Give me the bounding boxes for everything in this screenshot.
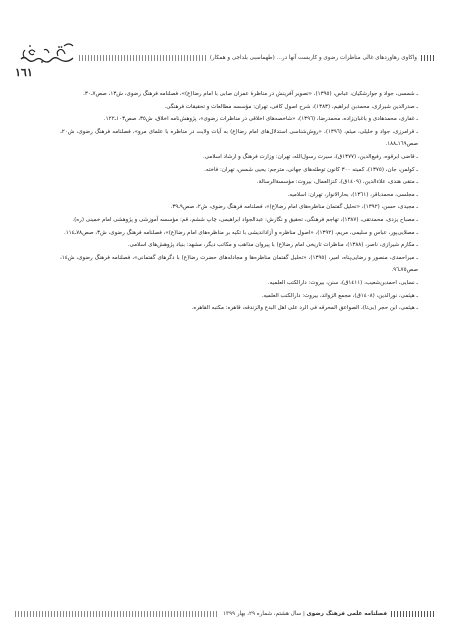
reference-item: ـ شمسی، جواد و جوارشکیان، عباس، (١٣٩٥)، «تصویر آفرینش در مناظرۀ عمران صابی با امام رضا(ع)»، فصلنامه فرهنگ رضوی، ش١٣، صص٧ـ٣٠. xyxy=(83,91,418,97)
page-header xyxy=(15,40,435,68)
reference-item: ـ مکارم شیرازی، ناصر، (١٣٨٨)، مناظرات تاریخی امام رضا(ع) با پیروان مذاهب و مکاتب دیگر، مشهد: بنیاد پژوهش‌های اسلامی. xyxy=(127,242,418,249)
references-list xyxy=(60,88,418,315)
header-ticks-right xyxy=(421,55,435,61)
reference-item: ـ مجلسی، محمدباقر، (١٣٦١)، بحارالانوار، تهران: اسلامیه. xyxy=(287,191,418,198)
page-number: ١٦١ xyxy=(15,66,33,79)
reference-item: ـ میراحمدی، منصور و رضایی‌پناه، امیر، (١٣٩٥)، «تحلیل گفتمان مناظره‌ها و مجادله‌های حضرت رضا(ع) با دگرهای گفتمانی»، فصلنامه فرهنگ رضوی، ش١٤، صص٧٥ـ٩٦. xyxy=(60,254,418,274)
reference-item: ـ متقی هندی، علاءالدین، (١٤٠٩ق)، کنزالعمال، بیروت: مؤسسة‌الرسالة. xyxy=(256,179,418,186)
reference-item: ـ نسایی، احمدبن‌شعیب، (١٤١١ق)، سنن، بیروت: دارالکتب العلمیه. xyxy=(267,279,418,286)
footer-journal: فصلنامه علمی فرهنگ رضوی xyxy=(306,611,387,617)
running-title: واکاوی رهاوردهای غالی مناظرات رضوی و کاربست آنها در... (طهماسبی بلداجی و همکار) xyxy=(206,55,421,61)
footer-separator: | xyxy=(301,611,305,617)
journal-logo-mark xyxy=(15,40,77,68)
reference-item: ـ مصلایی‌پور، عباس و سلیمی، مریم، (١٣٩٢)، «اصول مناظره و آزاداندیشی با تکیه بر مناظره‌های امام رضا(ع)»، فصلنامه فرهنگ رضوی، ش٣، صص٧٨ـ١١٤. xyxy=(63,229,418,236)
footer-ticks-right xyxy=(391,611,435,617)
reference-item: ـ هیثمی، نورالدین، (١٤٠٨ق)، مجمع الزوائد، بیروت: دارالکتب العلمیه. xyxy=(261,292,418,299)
reference-item: ـ کولمن، جان، (١٣٧٥)، کمیته ٣٠٠ کانون توطئه‌های جهانی، مترجم: یحیی شمس، تهران: فاخته. xyxy=(204,166,418,173)
footer-text xyxy=(219,611,391,617)
reference-item: ـ مجیدی، حسن، (١٣٩٢)، «تحلیل گفتمان مناظره‌های امام رضا(ع)»، فصلنامه فرهنگ رضوی، ش٢، صص٩ـ٣٩. xyxy=(170,204,418,211)
footer-issue: سال هشتم، شماره ٢٩، بهار ١٣٩٩ xyxy=(223,611,302,617)
reference-item: ـ قرامرزی، جواد و خلیلی، میثم، (١٣٩٦)، «روش‌شناسی استدلال‌های امام رضا(ع) به آیات ولایت در مناظره با علمای مرو»، فصلنامه فرهنگ رضوی، ش٢٠، صص١٦٩ـ١٨٨. xyxy=(60,128,418,148)
reference-item: ـ مصباح یزدی، محمدتقی، (١٣٨٧)، تهاجم فرهنگی، تحقیق و نگارش: عبدالجواد ابراهیمی، چاپ ششم، قم: مؤسسه آموزشی و پژوهشی امام خمینی (ره). xyxy=(72,216,418,223)
reference-item: ـ صدرالدین شیرازی، محمدبن ابراهیم، (١٣٨٣)، شرح اصول کافی، تهران: مؤسسه مطالعات و تحقیقات فرهنگی. xyxy=(164,103,418,110)
page-footer xyxy=(15,608,435,620)
journal-logo xyxy=(15,40,77,68)
header-ticks-left xyxy=(79,55,206,61)
reference-item: ـ قاضی ابرقوه، رفیع‌الدین، (١٣٧٧ق)، سیرت رسول‌الله، تهران: وزارت فرهنگ و ارشاد اسلامی. xyxy=(203,153,418,160)
footer-ticks-left xyxy=(15,611,219,617)
reference-item: ـ غفاری، محمدهادی و باغبان‌زاده، محمدرضا، (١٣٩٦)، «شاخصه‌های اخلاقی در مناظرات رضوی»، پژوهش‌نامه اخلاق، ش٣٥، صص١٠٣ـ١٢٢. xyxy=(103,116,418,123)
reference-item: ـ هیثمی، ابن حجر (بی‌تا)، الصواعق المحرقه فی الرد علی اهل البدع والزندقه، قاهره: مکتبه القاهره. xyxy=(191,305,418,312)
header-rule xyxy=(79,53,435,63)
